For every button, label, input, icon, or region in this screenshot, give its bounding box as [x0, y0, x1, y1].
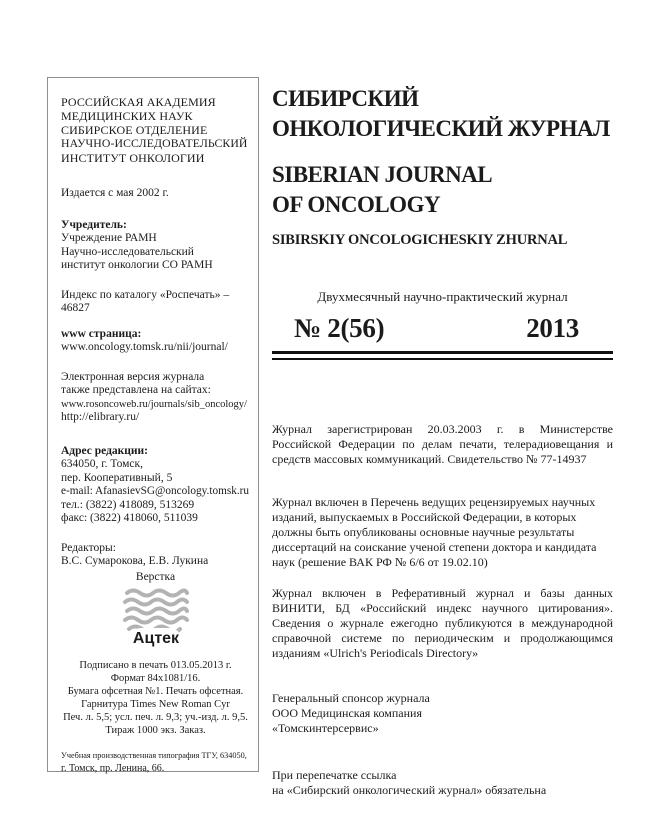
- www-url: www.oncology.tomsk.ru/nii/journal/: [61, 341, 228, 353]
- www-label: www страница:: [61, 327, 142, 340]
- issue-rule: [272, 351, 613, 360]
- editors-label: Редакторы:: [61, 541, 116, 554]
- logo-wrap: [61, 586, 250, 655]
- catalog-index: Индекс по каталогу «Роспечать» – 46827: [61, 288, 230, 314]
- www-block: [61, 328, 250, 355]
- editors-names: В.С. Сумарокова, Е.В. Лукина: [61, 555, 209, 567]
- reprint-notice: При перепечатке ссылка на «Сибирский онкологический журнал» обязательна: [272, 768, 547, 797]
- layout-credit: Верстка: [135, 570, 176, 583]
- sponsor-notice: Генеральный спонсор журнала ООО Медицинская компания «Томскинтерсервис»: [272, 691, 430, 735]
- print-info-block: Подписано в печать 013.05.2013 г. Формат 84х1081/16. Бумага офсетная №1. Печать офсетная. Гарнитура Times New Roman Cyr Печ. л. 5,5; усл. печ. л. 9,3; уч.-изд. л. 9,5. Тираж 1000 экз. Заказ.: [63, 659, 248, 736]
- vak-notice: Журнал включен в Перечень ведущих рецензируемых научных изданий, выпускаемых в Российской Федерации, в которых должны быть опубликованы основные научные результаты диссертаций на соискание ученой степени доктора и кандидата наук (решение ВАК РФ № 6/6 от 19.02.10): [272, 495, 597, 569]
- imprint-panel: [47, 77, 259, 772]
- logo-text: Ацтек: [132, 630, 179, 647]
- address-label: Адрес редакции:: [61, 444, 148, 457]
- editors-block: [61, 542, 250, 569]
- issue-row: [272, 313, 613, 344]
- founder-label: Учредитель:: [61, 218, 127, 231]
- issue-year: 2013: [526, 313, 579, 343]
- address-lines: 634050, г. Томск, пер. Кооперативный, 5 e-mail: AfanasievSG@oncology.tomsk.ru тел.: (3822) 418089, 513269 факс: (3822) 418060, 511039: [61, 458, 250, 524]
- masthead-column: [272, 84, 613, 798]
- founder-block: [61, 219, 250, 273]
- founder-lines: Учреждение РАМН Научно-исследовательский институт онкологии СО РАМН: [61, 232, 213, 271]
- registration-notice: Журнал зарегистрирован 20.03.2003 г. в Министерстве Российской Федерации по делам печати, телерадиовещания и средств массовых коммуникаций. Свидетельство № 77-14937: [272, 422, 613, 466]
- journal-title-ru: СИБИРСКИЙ ОНКОЛОГИЧЕСКИЙ ЖУРНАЛ: [272, 86, 610, 141]
- publisher-name: РОССИЙСКАЯ АКАДЕМИЯ МЕДИЦИНСКИХ НАУК СИБИРСКОЕ ОТДЕЛЕНИЕ НАУЧНО-ИССЛЕДОВАТЕЛЬСКИЙ ИНСТИТУТ ОНКОЛОГИИ: [61, 95, 248, 165]
- journal-subtitle: Двухмесячный научно-практический журнал: [317, 289, 568, 304]
- journal-title-translit: SIBIRSKIY ONCOLOGICHESKIY ZHURNAL: [272, 232, 568, 248]
- printing-house-block: Учебная производственная типография ТГУ, 634050, г. Томск, пр. Ленина, 66.: [61, 750, 247, 774]
- online-version-block: Электронная версия журнала также представлена на сайтах: www.rosoncoweb.ru/journals/sib_oncology/ http://elibrary.ru/: [61, 370, 247, 423]
- indexing-notice: Журнал включен в Реферативный журнал и базы данных ВИНИТИ, БД «Российский индекс научного цитирования». Сведения о журнале ежегодно публикуются в международной справочной системе по периодическим и продолжающимся изданиям «Ulrich's Periodicals Directory»: [272, 586, 613, 660]
- issue-number: № 2(56): [294, 313, 385, 343]
- aztek-logo: [121, 586, 191, 650]
- journal-title-en: SIBERIAN JOURNAL OF ONCOLOGY: [272, 162, 493, 217]
- published-since: Издается с мая 2002 г.: [61, 187, 169, 199]
- editorial-address-block: [61, 445, 250, 526]
